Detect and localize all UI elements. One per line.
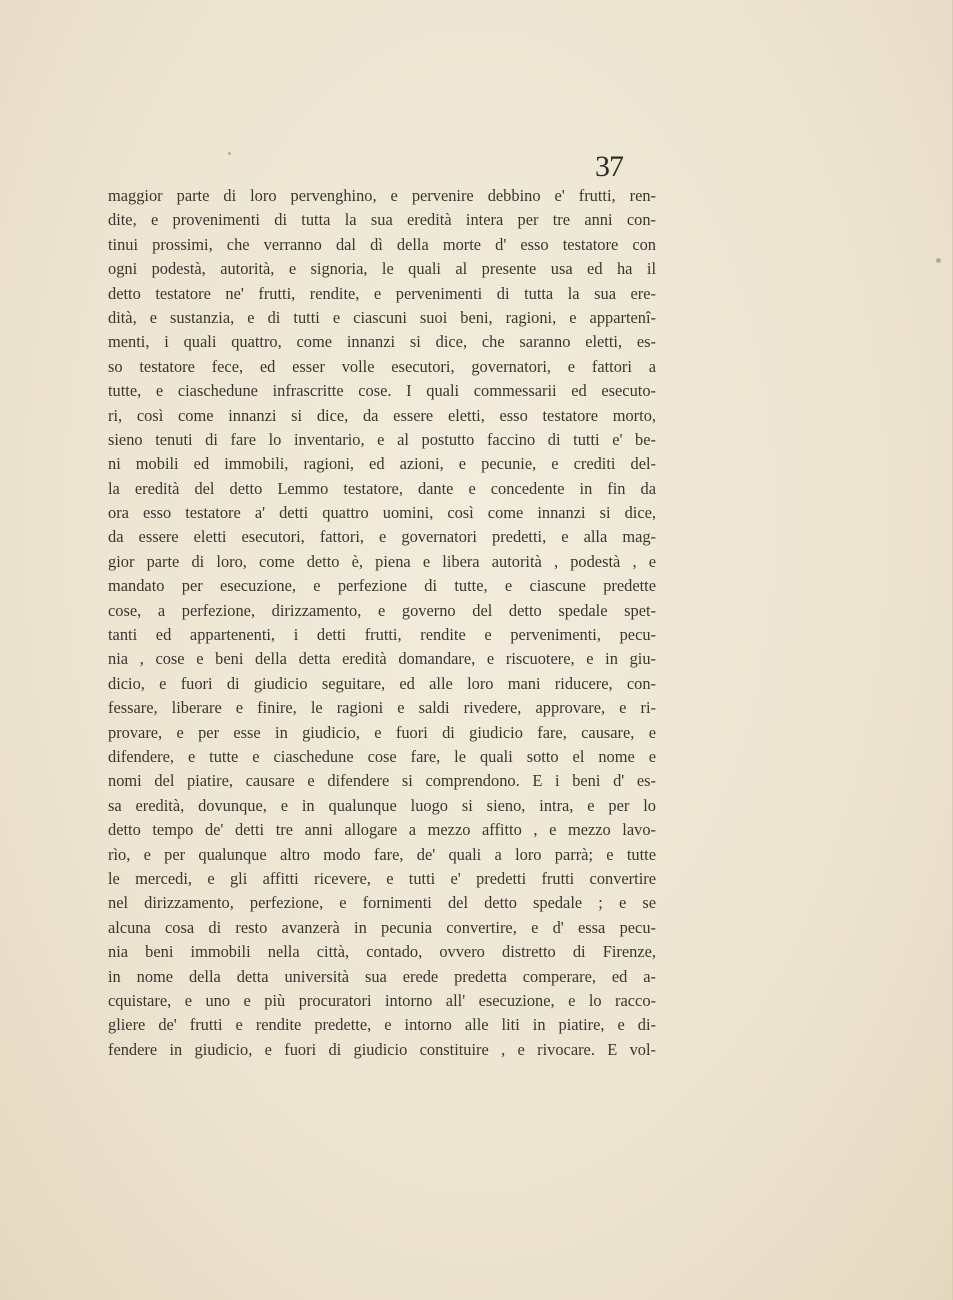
text-line: ora esso testatore a' detti quattro uomini, così come innanzi si dice,: [108, 503, 656, 523]
text-line: ri, così come innanzi si dice, da essere eletti, esso testatore morto,: [108, 405, 656, 425]
text-line: menti, i quali quattro, come innanzi si dice, che saranno eletti, es-: [108, 332, 656, 352]
text-line: nomi del piatire, causare e difendere si comprendono. E i beni d' es-: [108, 771, 656, 791]
text-line: nia , cose e beni della detta eredità domandare, e riscuotere, e in giu-: [108, 649, 656, 669]
text-line: detto tempo de' detti tre anni allogare a mezzo affitto , e mezzo lavo-: [108, 820, 656, 840]
text-line: rìo, e per qualunque altro modo fare, de' quali a loro parrà; e tutte: [108, 844, 656, 864]
text-line: nia beni immobili nella città, contado, ovvero distretto di Firenze,: [108, 942, 656, 962]
text-line: dità, e sustanzia, e di tutti e ciascuni suoi beni, ragioni, e appartenî-: [108, 307, 656, 327]
text-line: gliere de' frutti e rendite predette, e intorno alle liti in piatire, e di-: [108, 1015, 656, 1035]
text-line: dicio, e fuori di giudicio seguitare, ed alle loro mani riducere, con-: [108, 673, 656, 693]
text-line: maggior parte di loro pervenghino, e pervenire debbino e' frutti, ren-: [108, 186, 656, 205]
text-line: cquistare, e uno e più procuratori intorno all' esecuzione, e lo racco-: [108, 990, 656, 1010]
text-line: difendere, e tutte e ciaschedune cose fare, le quali sotto el nome e: [108, 746, 656, 766]
text-line: ogni podestà, autorità, e signoria, le quali al presente usa ed ha il: [108, 259, 656, 279]
text-line: so testatore fece, ed esser volle esecutori, governatori, e fattori a: [108, 356, 656, 376]
text-line: gior parte di loro, come detto è, piena e libera autorità , podestà , e: [108, 551, 656, 571]
text-line: detto testatore ne' frutti, rendite, e pervenimenti di tutta la sua ere-: [108, 283, 656, 303]
text-line: tanti ed appartenenti, i detti frutti, rendite e pervenimenti, pecu-: [108, 625, 656, 645]
text-line: le mercedi, e gli affitti ricevere, e tutti e' predetti frutti convertire: [108, 868, 656, 888]
text-line: fessare, liberare e finire, le ragioni e saldi rivedere, approvare, e ri-: [108, 698, 656, 718]
text-line: nel dirizzamento, perfezione, e fornimenti del detto spedale ; e se: [108, 893, 656, 913]
text-line: in nome della detta università sua erede predetta comperare, ed a-: [108, 966, 656, 986]
text-line: mandato per esecuzione, e perfezione di tutte, e ciascune predette: [108, 576, 656, 596]
text-line: sa eredità, dovunque, e in qualunque luogo si sieno, intra, e per lo: [108, 795, 656, 815]
text-line: cose, a perfezione, dirizzamento, e governo del detto spedale spet-: [108, 600, 656, 620]
text-line: alcuna cosa di resto avanzerà in pecunia convertire, e d' essa pecu-: [108, 917, 656, 937]
text-line: tinui prossimi, che verranno dal dì della morte d' esso testatore con: [108, 234, 656, 254]
text-line: provare, e per esse in giudicio, e fuori di giudicio fare, causare, e: [108, 722, 656, 742]
text-line: sieno tenuti di fare lo inventario, e al postutto faccino di tutti e' be-: [108, 429, 656, 449]
text-line: dite, e provenimenti di tutta la sua eredità intera per tre anni con-: [108, 210, 656, 230]
text-line: fendere in giudicio, e fuori di giudicio constituire , e rivocare. E vol-: [108, 1039, 656, 1059]
text-line: la eredità del detto Lemmo testatore, dante e concedente in fin da: [108, 478, 656, 498]
text-line: tutte, e ciaschedune infrascritte cose. I quali commessarii ed esecuto-: [108, 381, 656, 401]
page-number: 37: [595, 150, 623, 183]
paper-speck: [228, 152, 231, 155]
text-line: da essere eletti esecutori, fattori, e governatori predetti, e alla mag-: [108, 527, 656, 547]
paper-speck: [936, 258, 941, 263]
body-text: [108, 184, 656, 1062]
text-line: ni mobili ed immobili, ragioni, ed azioni, e pecunie, e crediti del-: [108, 454, 656, 474]
